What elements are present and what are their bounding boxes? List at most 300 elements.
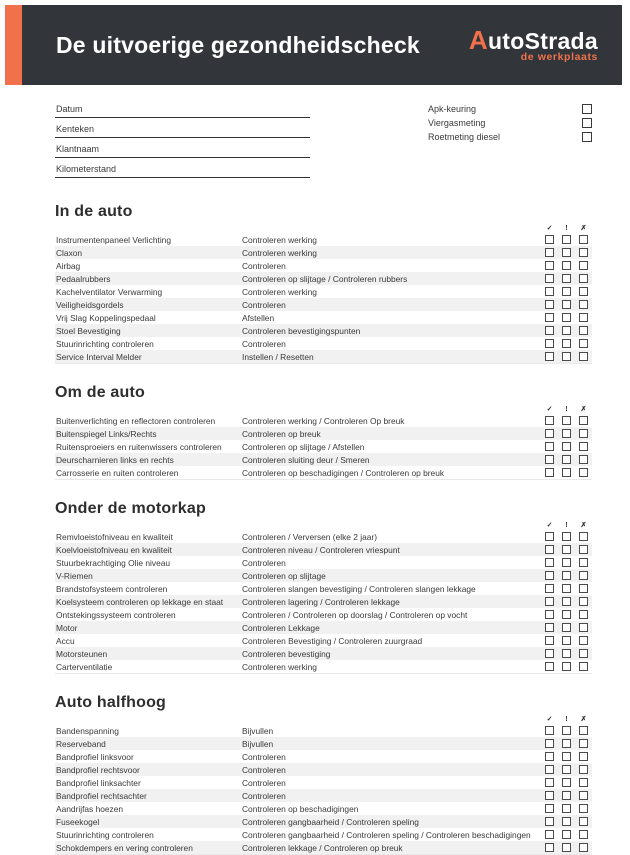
result-checkbox-ok[interactable] <box>545 597 554 606</box>
result-checkbox-warning[interactable] <box>562 313 571 322</box>
row-result-checkboxes <box>541 649 592 658</box>
check-cell <box>541 765 558 774</box>
result-checkbox-warning[interactable] <box>562 274 571 283</box>
result-checkbox-fail[interactable] <box>579 817 588 826</box>
row-action-label: Controleren <box>242 260 286 271</box>
row-item-label: Carrosserie en ruiten controleren <box>56 467 179 478</box>
row-action-label: Controleren werking <box>242 247 317 258</box>
result-checkbox-fail[interactable] <box>579 274 588 283</box>
checklist-row <box>55 246 592 259</box>
row-item-label: Stuurinrichting controleren <box>56 338 154 349</box>
check-cell <box>541 468 558 477</box>
check-cell <box>558 649 575 658</box>
check-cell <box>541 843 558 852</box>
result-checkbox-ok[interactable] <box>545 636 554 645</box>
row-result-checkboxes <box>541 752 592 761</box>
check-cell <box>558 804 575 813</box>
result-checkbox-warning[interactable] <box>562 778 571 787</box>
result-checkbox-fail[interactable] <box>579 339 588 348</box>
row-result-checkboxes <box>541 300 592 309</box>
row-result-checkboxes <box>541 248 592 257</box>
result-checkbox-fail[interactable] <box>579 791 588 800</box>
checklist-sections <box>0 203 630 855</box>
checklist-row <box>55 233 592 246</box>
result-checkbox-ok[interactable] <box>545 739 554 748</box>
row-action-label: Controleren <box>242 764 286 775</box>
result-checkbox-ok[interactable] <box>545 455 554 464</box>
result-checkbox-fail[interactable] <box>579 468 588 477</box>
check-cell <box>541 636 558 645</box>
section-rows <box>55 414 592 480</box>
result-checkbox-warning[interactable] <box>562 584 571 593</box>
result-checkbox-fail[interactable] <box>579 636 588 645</box>
check-cell <box>575 442 592 451</box>
result-checkbox-fail[interactable] <box>579 532 588 541</box>
result-checkbox-fail[interactable] <box>579 610 588 619</box>
row-item-label: Bandenspanning <box>56 725 119 736</box>
row-action-label: Controleren gangbaarheid / Controleren speling / Controleren beschadigingen <box>242 829 531 840</box>
result-checkbox-warning[interactable] <box>562 662 571 671</box>
result-checkbox-warning[interactable] <box>562 300 571 309</box>
check-symbol: ✓ <box>546 716 553 723</box>
check-cell <box>575 571 592 580</box>
row-action-label: Controleren bevestiging <box>242 648 331 659</box>
result-checkbox-ok[interactable] <box>545 571 554 580</box>
row-result-checkboxes <box>541 765 592 774</box>
result-checkbox-ok[interactable] <box>545 584 554 593</box>
row-result-checkboxes <box>541 429 592 438</box>
check-cell <box>541 442 558 451</box>
checklist-row <box>55 569 592 582</box>
check-cell <box>541 235 558 244</box>
result-checkbox-ok[interactable] <box>545 804 554 813</box>
result-checkbox-warning[interactable] <box>562 326 571 335</box>
check-cell <box>558 274 575 283</box>
result-checkbox-warning[interactable] <box>562 739 571 748</box>
check-cell <box>558 300 575 309</box>
result-checkbox-fail[interactable] <box>579 455 588 464</box>
warning-symbol: ! <box>565 522 568 529</box>
row-action-label: Controleren bevestigingspunten <box>242 325 361 336</box>
result-checkbox-fail[interactable] <box>579 843 588 852</box>
check-cell <box>558 339 575 348</box>
logo-wordmark <box>468 24 598 55</box>
check-cell <box>558 752 575 761</box>
result-checkbox-warning[interactable] <box>562 248 571 257</box>
result-checkbox-fail[interactable] <box>579 597 588 606</box>
checklist-row <box>55 724 592 737</box>
result-checkbox-fail[interactable] <box>579 352 588 361</box>
result-checkbox-fail[interactable] <box>579 261 588 270</box>
check-cell <box>575 532 592 541</box>
result-checkbox-warning[interactable] <box>562 442 571 451</box>
check-cell <box>558 584 575 593</box>
warning-symbol: ! <box>565 406 568 413</box>
result-checkbox-fail[interactable] <box>579 571 588 580</box>
result-checkbox-ok[interactable] <box>545 274 554 283</box>
result-checkbox-warning[interactable] <box>562 545 571 554</box>
row-item-label: Kachelventilator Verwarming <box>56 286 163 297</box>
row-item-label: Fuseekogel <box>56 816 100 827</box>
result-checkbox-ok[interactable] <box>545 843 554 852</box>
row-action-label: Bijvullen <box>242 725 274 736</box>
checklist-section <box>55 694 592 855</box>
check-cell <box>541 261 558 270</box>
row-action-label: Instellen / Resetten <box>242 351 314 362</box>
row-result-checkboxes <box>541 791 592 800</box>
checklist-row <box>55 324 592 337</box>
info-field-label: Kilometerstand <box>56 164 117 174</box>
row-item-label: Bandprofiel rechtsvoor <box>56 764 140 775</box>
result-checkbox-ok[interactable] <box>545 300 554 309</box>
check-cell <box>575 468 592 477</box>
result-checkbox-warning[interactable] <box>562 765 571 774</box>
result-checkbox-ok[interactable] <box>545 662 554 671</box>
result-checkbox-fail[interactable] <box>579 300 588 309</box>
checklist-row <box>55 789 592 802</box>
result-checkbox-ok[interactable] <box>545 649 554 658</box>
row-item-label: Stoel Bevestiging <box>56 325 121 336</box>
info-field[interactable] <box>55 123 310 138</box>
result-checkbox-ok[interactable] <box>545 545 554 554</box>
check-cell <box>541 545 558 554</box>
checklist-row <box>55 776 592 789</box>
result-checkbox-ok[interactable] <box>545 261 554 270</box>
row-result-checkboxes <box>541 416 592 425</box>
result-checkbox-fail[interactable] <box>579 649 588 658</box>
check-cell <box>575 778 592 787</box>
check-cell <box>541 287 558 296</box>
check-cell <box>541 274 558 283</box>
inspection-option-checkbox[interactable] <box>582 104 592 114</box>
check-cell <box>558 429 575 438</box>
row-result-checkboxes <box>541 571 592 580</box>
check-cell <box>575 558 592 567</box>
result-checkbox-ok[interactable] <box>545 313 554 322</box>
check-cell <box>541 532 558 541</box>
check-cell <box>575 765 592 774</box>
row-result-checkboxes <box>541 468 592 477</box>
checklist-row <box>55 337 592 350</box>
result-checkbox-warning[interactable] <box>562 623 571 632</box>
section-title: Auto halfhoog <box>55 694 167 711</box>
row-result-checkboxes <box>541 584 592 593</box>
result-checkbox-ok[interactable] <box>545 235 554 244</box>
check-cell <box>541 455 558 464</box>
checklist-row <box>55 737 592 750</box>
result-checkbox-warning[interactable] <box>562 817 571 826</box>
result-checkbox-fail[interactable] <box>579 326 588 335</box>
row-result-checkboxes <box>541 843 592 852</box>
row-action-label: Controleren op slijtage / Controleren rubbers <box>242 273 408 284</box>
result-checkbox-warning[interactable] <box>562 610 571 619</box>
result-checkbox-warning[interactable] <box>562 804 571 813</box>
row-item-label: Stuurinrichting controleren <box>56 829 154 840</box>
row-result-checkboxes <box>541 830 592 839</box>
check-cell <box>541 300 558 309</box>
row-item-label: Veiligheidsgordels <box>56 299 124 310</box>
result-checkbox-warning[interactable] <box>562 830 571 839</box>
check-cell <box>558 843 575 852</box>
check-cell <box>575 791 592 800</box>
result-checkbox-warning[interactable] <box>562 636 571 645</box>
check-cell <box>558 610 575 619</box>
check-cell <box>541 339 558 348</box>
result-checkbox-ok[interactable] <box>545 287 554 296</box>
checklist-row <box>55 750 592 763</box>
check-cell <box>558 623 575 632</box>
result-checkbox-ok[interactable] <box>545 442 554 451</box>
result-checkbox-ok[interactable] <box>545 623 554 632</box>
inspection-option-checkbox[interactable] <box>582 118 592 128</box>
result-checkbox-ok[interactable] <box>545 468 554 477</box>
row-action-label: Controleren op beschadigingen <box>242 803 359 814</box>
check-cell <box>558 352 575 361</box>
check-cell <box>575 662 592 671</box>
row-action-label: Controleren <box>242 299 286 310</box>
checklist-row <box>55 543 592 556</box>
row-item-label: Aandrijfas hoezen <box>56 803 124 814</box>
check-cell <box>541 804 558 813</box>
result-checkbox-warning[interactable] <box>562 726 571 735</box>
check-cell <box>558 326 575 335</box>
result-checkbox-ok[interactable] <box>545 610 554 619</box>
accent-stripe <box>5 5 22 85</box>
section-rows <box>55 724 592 855</box>
result-checkbox-warning[interactable] <box>562 416 571 425</box>
result-checkbox-ok[interactable] <box>545 339 554 348</box>
row-item-label: Deurscharnieren links en rechts <box>56 454 174 465</box>
result-checkbox-ok[interactable] <box>545 532 554 541</box>
row-item-label: Stuurbekrachtiging Olie niveau <box>56 557 171 568</box>
result-checkbox-ok[interactable] <box>545 830 554 839</box>
checklist-row <box>55 815 592 828</box>
info-field[interactable] <box>55 163 310 178</box>
row-result-checkboxes <box>541 274 592 283</box>
info-fields <box>55 103 310 183</box>
result-symbols-header <box>55 222 592 232</box>
row-result-checkboxes <box>541 235 592 244</box>
row-action-label: Controleren slangen bevestiging / Controleren slangen lekkage <box>242 583 476 594</box>
result-checkbox-fail[interactable] <box>579 804 588 813</box>
check-cell <box>541 429 558 438</box>
row-result-checkboxes <box>541 326 592 335</box>
checklist-section <box>55 500 592 674</box>
row-result-checkboxes <box>541 442 592 451</box>
result-checkbox-warning[interactable] <box>562 429 571 438</box>
result-checkbox-fail[interactable] <box>579 429 588 438</box>
check-cell <box>575 817 592 826</box>
row-result-checkboxes <box>541 817 592 826</box>
result-checkbox-fail[interactable] <box>579 765 588 774</box>
result-checkbox-fail[interactable] <box>579 752 588 761</box>
checklist-row <box>55 660 592 673</box>
result-checkbox-warning[interactable] <box>562 571 571 580</box>
warning-symbol: ! <box>565 716 568 723</box>
check-cell <box>541 791 558 800</box>
row-result-checkboxes <box>541 610 592 619</box>
result-checkbox-fail[interactable] <box>579 584 588 593</box>
row-result-checkboxes <box>541 558 592 567</box>
check-cell <box>541 584 558 593</box>
checklist-row <box>55 272 592 285</box>
row-action-label: Controleren / Controleren op doorslag / Controleren op vocht <box>242 609 468 620</box>
result-checkbox-fail[interactable] <box>579 662 588 671</box>
row-action-label: Controleren op slijtage <box>242 570 326 581</box>
row-result-checkboxes <box>541 739 592 748</box>
check-cell <box>541 817 558 826</box>
row-item-label: Schokdempers en vering controleren <box>56 842 193 853</box>
result-checkbox-fail[interactable] <box>579 545 588 554</box>
fail-symbol: ✗ <box>580 225 587 232</box>
row-item-label: Bandprofiel linksvoor <box>56 751 134 762</box>
row-action-label: Controleren sluiting deur / Smeren <box>242 454 370 465</box>
check-cell <box>558 662 575 671</box>
warning-symbol: ! <box>565 225 568 232</box>
check-cell <box>575 739 592 748</box>
result-checkbox-fail[interactable] <box>579 558 588 567</box>
row-item-label: Vrij Slag Koppelingspedaal <box>56 312 156 323</box>
check-cell <box>558 235 575 244</box>
row-item-label: Claxon <box>56 247 83 258</box>
result-checkbox-fail[interactable] <box>579 235 588 244</box>
result-checkbox-fail[interactable] <box>579 739 588 748</box>
row-item-label: Brandstofsysteem controleren <box>56 583 168 594</box>
result-checkbox-warning[interactable] <box>562 261 571 270</box>
result-symbols-header <box>55 403 592 413</box>
row-result-checkboxes <box>541 778 592 787</box>
banner-main <box>22 5 622 85</box>
check-cell <box>575 352 592 361</box>
row-result-checkboxes <box>541 545 592 554</box>
section-rows <box>55 530 592 674</box>
result-checkbox-warning[interactable] <box>562 287 571 296</box>
section-title: Onder de motorkap <box>55 500 206 517</box>
result-checkbox-fail[interactable] <box>579 726 588 735</box>
section-rows <box>55 233 592 364</box>
checklist-row <box>55 828 592 841</box>
row-item-label: Airbag <box>56 260 81 271</box>
row-action-label: Controleren <box>242 777 286 788</box>
result-checkbox-warning[interactable] <box>562 468 571 477</box>
row-action-label: Controleren werking <box>242 286 317 297</box>
check-cell <box>558 261 575 270</box>
header-banner <box>5 5 622 85</box>
row-action-label: Controleren lekkage / Controleren op breuk <box>242 842 403 853</box>
result-checkbox-warning[interactable] <box>562 339 571 348</box>
result-checkbox-warning[interactable] <box>562 455 571 464</box>
row-result-checkboxes <box>541 287 592 296</box>
checklist-row <box>55 440 592 453</box>
row-action-label: Afstellen <box>242 312 275 323</box>
row-item-label: Koelvloeistofniveau en kwaliteit <box>56 544 172 555</box>
result-checkbox-ok[interactable] <box>545 248 554 257</box>
result-checkbox-ok[interactable] <box>545 817 554 826</box>
result-checkbox-warning[interactable] <box>562 352 571 361</box>
result-checkbox-warning[interactable] <box>562 235 571 244</box>
result-checkbox-ok[interactable] <box>545 558 554 567</box>
check-cell <box>575 830 592 839</box>
result-checkbox-fail[interactable] <box>579 623 588 632</box>
result-checkbox-fail[interactable] <box>579 248 588 257</box>
check-cell <box>558 248 575 257</box>
info-field[interactable] <box>55 103 310 118</box>
result-checkbox-ok[interactable] <box>545 429 554 438</box>
result-checkbox-fail[interactable] <box>579 442 588 451</box>
row-action-label: Controleren Bevestiging / Controleren zuurgraad <box>242 635 423 646</box>
checklist-row <box>55 259 592 272</box>
result-checkbox-fail[interactable] <box>579 287 588 296</box>
result-checkbox-ok[interactable] <box>545 765 554 774</box>
fail-symbol: ✗ <box>580 406 587 413</box>
result-checkbox-fail[interactable] <box>579 416 588 425</box>
row-item-label: Ontstekingssysteem controleren <box>56 609 176 620</box>
row-action-label: Controleren niveau / Controleren vriespunt <box>242 544 400 555</box>
result-checkbox-warning[interactable] <box>562 843 571 852</box>
row-item-label: Reserveband <box>56 738 106 749</box>
result-checkbox-ok[interactable] <box>545 791 554 800</box>
row-result-checkboxes <box>541 597 592 606</box>
result-checkbox-ok[interactable] <box>545 352 554 361</box>
result-checkbox-fail[interactable] <box>579 830 588 839</box>
row-action-label: Controleren werking / Controleren Op breuk <box>242 415 405 426</box>
info-field-label: Klantnaam <box>56 144 100 154</box>
check-cell <box>575 300 592 309</box>
result-checkbox-ok[interactable] <box>545 726 554 735</box>
result-checkbox-fail[interactable] <box>579 778 588 787</box>
row-item-label: Koelsysteem controleren op lekkage en staat <box>56 596 224 607</box>
result-checkbox-warning[interactable] <box>562 791 571 800</box>
result-checkbox-warning[interactable] <box>562 597 571 606</box>
check-cell <box>541 558 558 567</box>
inspection-option-checkbox[interactable] <box>582 132 592 142</box>
result-checkbox-ok[interactable] <box>545 752 554 761</box>
result-checkbox-fail[interactable] <box>579 313 588 322</box>
result-checkbox-ok[interactable] <box>545 416 554 425</box>
check-cell <box>558 416 575 425</box>
checklist-row <box>55 608 592 621</box>
result-checkbox-warning[interactable] <box>562 558 571 567</box>
result-checkbox-warning[interactable] <box>562 752 571 761</box>
check-cell <box>558 545 575 554</box>
row-item-label: Buitenverlichting en reflectoren controleren <box>56 415 216 426</box>
check-cell <box>541 830 558 839</box>
row-action-label: Bijvullen <box>242 738 274 749</box>
result-checkbox-ok[interactable] <box>545 778 554 787</box>
result-checkbox-warning[interactable] <box>562 532 571 541</box>
result-checkbox-ok[interactable] <box>545 326 554 335</box>
row-action-label: Controleren werking <box>242 661 317 672</box>
row-item-label: Accu <box>56 635 75 646</box>
meta-section <box>0 85 630 183</box>
check-cell <box>575 649 592 658</box>
check-symbol: ✓ <box>546 522 553 529</box>
info-field[interactable] <box>55 143 310 158</box>
row-item-label: Carterventilatie <box>56 661 113 672</box>
row-action-label: Controleren <box>242 790 286 801</box>
row-item-label: Ruitensproeiers en ruitenwissers controleren <box>56 441 222 452</box>
check-cell <box>575 326 592 335</box>
row-action-label: Controleren op slijtage / Afstellen <box>242 441 365 452</box>
inspection-options <box>428 103 592 183</box>
row-action-label: Controleren / Verversen (elke 2 jaar) <box>242 531 377 542</box>
check-cell <box>558 287 575 296</box>
check-cell <box>541 662 558 671</box>
check-cell <box>558 765 575 774</box>
result-checkbox-warning[interactable] <box>562 649 571 658</box>
check-cell <box>575 429 592 438</box>
info-field-label: Kenteken <box>56 124 95 134</box>
